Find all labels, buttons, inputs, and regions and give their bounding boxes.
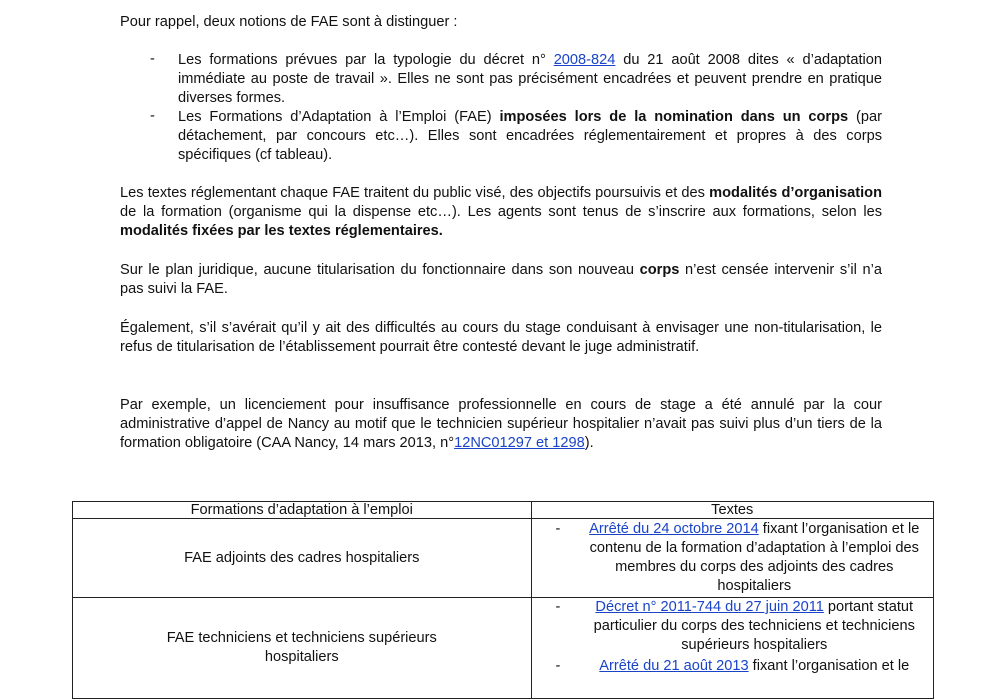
intro-paragraph: Pour rappel, deux notions de FAE sont à distinguer :: [120, 14, 458, 30]
bullet-text: Les formations prévues par la typologie du décret n° 2008-824 du 21 août 2008 dites « d’adaptation immédiate au poste de travail ». Elles ne sont pas précisément encadrées et peuvent prendre en pratique diverses formes.: [178, 52, 883, 106]
text-reference: - Arrêté du 21 août 2013 fixant l’organisation et le: [555, 658, 910, 674]
legal-paragraph: Sur le plan juridique, aucune titularisation du fonctionnaire dans son nouveau corps n’est censée intervenir s’il n’a pas suivi la FAE.: [120, 262, 882, 297]
bullet-dash: -: [150, 51, 155, 67]
table-header-row: [73, 502, 934, 519]
table-cell-texts: [531, 519, 933, 598]
table-cell-label: FAE techniciens et techniciens supérieurs hospitaliers: [73, 598, 532, 699]
fae-table: [72, 501, 934, 699]
decret-2011-744-link[interactable]: Décret n° 2011-744 du 27 juin 2011: [595, 599, 824, 615]
table-row: [73, 519, 934, 598]
decree-2008-824-link[interactable]: 2008-824: [553, 52, 616, 68]
titularisation-paragraph: Également, s’il s’avérait qu’il y ait des difficultés au cours du stage conduisant à envisager une non-titularisation, le refus de titularisation de l’établissement pourrait être contesté devant le juge administratif.: [120, 320, 882, 355]
column-header: Textes: [531, 502, 933, 519]
table-cell-label: FAE adjoints des cadres hospitaliers: [73, 519, 532, 598]
arrete-2013-link[interactable]: Arrêté du 21 août 2013: [599, 658, 749, 674]
text-reference: - Arrêté du 24 octobre 2014 fixant l’organisation et le contenu de la formation d’adaptation à l’emploi des membres du corps des adjoints des cadres hospitaliers: [555, 521, 920, 594]
regulation-paragraph: Les textes réglementant chaque FAE traitent du public visé, des objectifs poursuivis et des modalités d’organisation de la formation (organisme qui la dispense etc…). Les agents sont tenus de s’inscrire aux formations, selon les modalités fixées par les textes réglementaires.: [120, 185, 883, 239]
table-cell-texts: [531, 598, 933, 699]
text-reference: - Décret n° 2011-744 du 27 juin 2011 portant statut particulier du corps des techniciens et techniciens supérieurs hospitaliers: [555, 599, 915, 653]
column-header: Formations d’adaptation à l’emploi: [73, 502, 532, 519]
bullet-text: Les Formations d’Adaptation à l’Emploi (FAE) imposées lors de la nomination dans un corps (par détachement, par concours etc…). Elles sont encadrées réglementairement et propres à des corps spécifiques (cf tableau).: [178, 109, 882, 163]
table-row: [73, 598, 934, 699]
bullet-dash: -: [150, 108, 155, 124]
arrete-2014-link[interactable]: Arrêté du 24 octobre 2014: [589, 521, 759, 537]
example-paragraph: Par exemple, un licenciement pour insuffisance professionnelle en cours de stage a été annulé par la cour administrative d’appel de Nancy au motif que le technicien supérieur hospitalier n’avait pas suivi plus d’un tiers de la formation obligatoire (CAA Nancy, 14 mars 2013, n°12NC01297 et 1298).: [120, 397, 882, 451]
caa-nancy-link[interactable]: 12NC01297 et 1298: [454, 435, 585, 451]
